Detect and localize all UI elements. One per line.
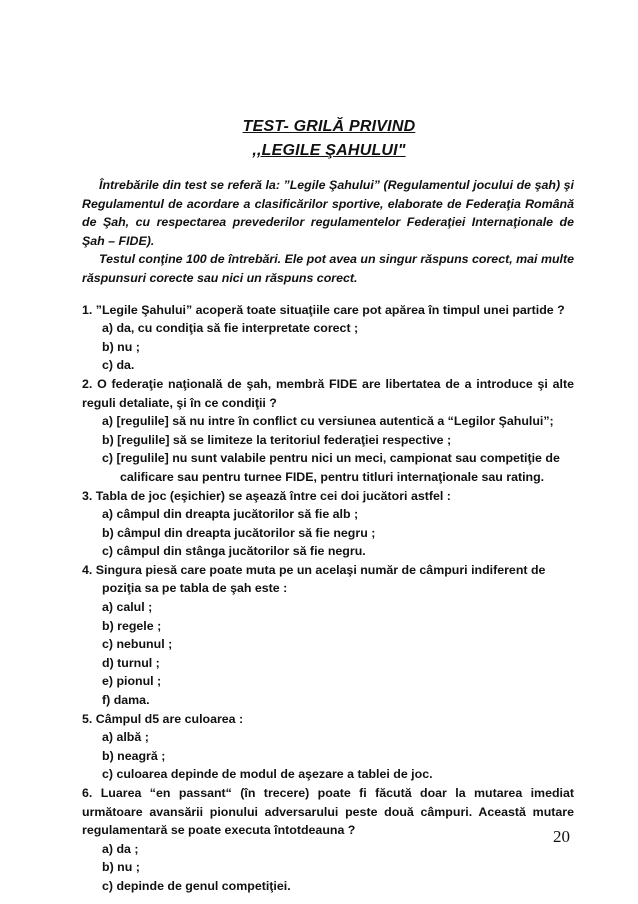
question-5-option-c: c) culoarea depinde de modul de aşezare a tablei de joc.: [102, 767, 433, 782]
question-3-option-a: a) câmpul din dreapta jucătorilor să fie alb ;: [102, 507, 359, 522]
section-spacer: [82, 288, 574, 301]
question-1-option-a: a) da, cu condiţia să fie interpretate corect ;: [102, 321, 359, 336]
question-1: 1. ”Legile Şahului” acoperă toate situaţiile care pot apărea în timpul unei partide ?: [82, 302, 565, 317]
question-5-option-a: a) albă ;: [102, 730, 149, 745]
intro-paragraph-1: Întrebările din test se referă la: ”Legile Şahului” (Regulamentul jocului de şah) şi Regulamentul de acordare a clasificărilor sportive, elaborate de Federaţia Română de Şah, cu respectarea prevederilor regulamentelor Federaţiei Internaţionale de Şah – FIDE).: [82, 178, 574, 248]
question-2-option-c: c) [regulile] nu sunt valabile pentru nici un meci, campionat sau competiţie de: [102, 451, 560, 466]
question-5-option-b: b) neagră ;: [102, 748, 166, 763]
question-6-option-c: c) depinde de genul competiţiei.: [102, 878, 291, 893]
question-4-option-b: b) regele ;: [102, 618, 162, 633]
question-2-option-a: a) [regulile] să nu intre în conflict cu versiunea autentică a “Legilor Şahului”;: [102, 414, 554, 429]
question-3-option-c: c) câmpul din stânga jucătorilor să fie negru.: [102, 544, 366, 559]
question-4: 4. Singura piesă care poate muta pe un acelaşi număr de câmpuri indiferent de: [82, 562, 546, 577]
question-6-option-a: a) da ;: [102, 841, 139, 856]
page-number: 20: [553, 827, 570, 846]
question-4-option-e: e) pionul ;: [102, 674, 162, 689]
page-title-line2: ,,LEGILE ŞAHULUI": [252, 142, 406, 159]
question-4-option-c: c) nebunul ;: [102, 637, 173, 652]
question-6: 6. Luarea “en passant“ (în trecere) poate fi făcută doar la mutarea imediat următoare avansării pionului adversarului peste două câmpuri. Această mutare regulamentară se poate executa întotdeauna ?: [82, 786, 574, 838]
question-3: 3. Tabla de joc (eşichier) se aşează între cei doi jucători astfel :: [82, 488, 451, 503]
question-4-option-d: d) turnul ;: [102, 655, 160, 670]
question-4-option-a: a) calul ;: [102, 600, 153, 615]
question-1-option-c: c) da.: [102, 358, 135, 373]
question-1-option-b: b) nu ;: [102, 339, 140, 354]
question-4-option-f: f) dama.: [102, 693, 150, 708]
question-4-continued: poziţia sa pe tabla de şah este :: [102, 581, 288, 596]
intro-paragraph-2: Testul conţine 100 de întrebări. Ele pot avea un singur răspuns corect, mai multe răspunsuri corecte sau nici un răspuns corect.: [82, 252, 574, 285]
question-2-option-c-continued: calificare sau pentru turneе FIDE, pentru titluri internaţionale sau rating.: [120, 469, 545, 484]
document-body: [82, 176, 574, 896]
question-2-option-b: b) [regulile] să se limiteze la teritoriul federaţiei respective ;: [102, 432, 452, 447]
question-6-option-b: b) nu ;: [102, 860, 140, 875]
question-2: 2. O federaţie naţională de şah, membră FIDE are libertatea de a introduce şi alte reguli detaliate, şi în ce condiţii ?: [82, 376, 574, 410]
question-5: 5. Câmpul d5 are culoarea :: [82, 711, 244, 726]
question-3-option-b: b) câmpul din dreapta jucătorilor să fie negru ;: [102, 525, 376, 540]
page-title-line1: TEST- GRILĂ PRIVIND: [242, 118, 416, 135]
